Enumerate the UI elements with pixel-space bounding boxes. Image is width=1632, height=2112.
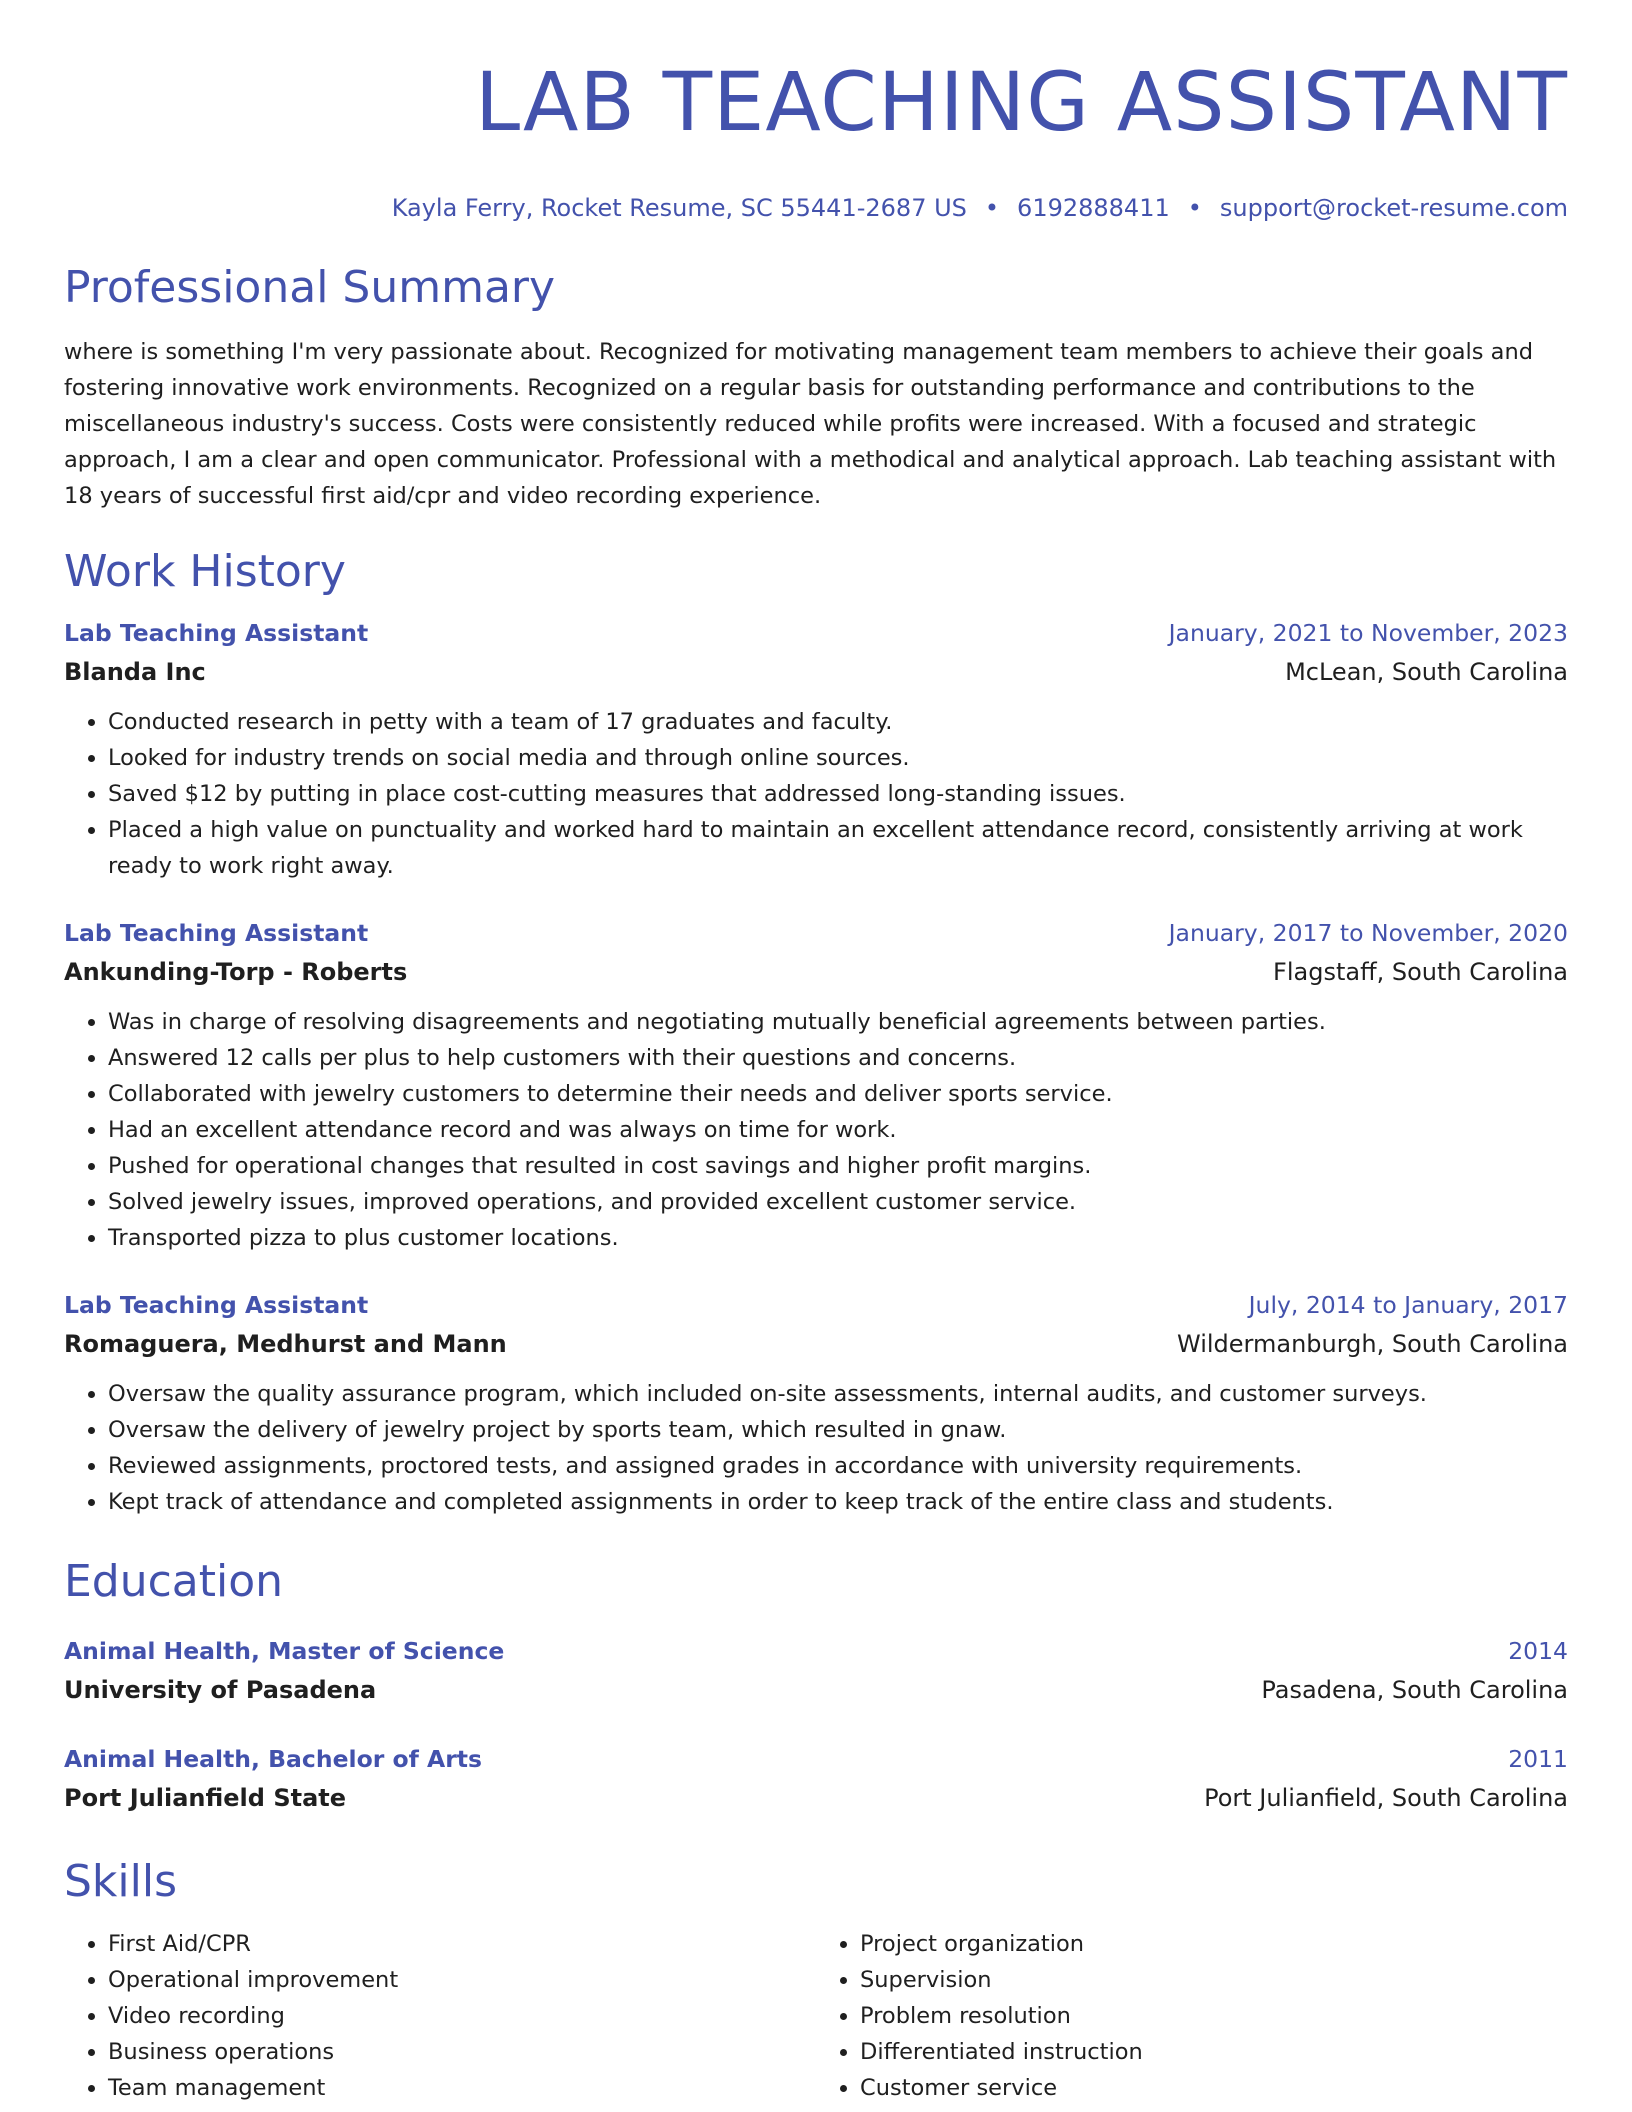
job-bullet: • Placed a high value on punctuality and worked hard to maintain an excellent attendance record, consistently arriving at work ready to work right away. <box>108 812 1568 884</box>
education-heading: Education <box>64 1556 284 1607</box>
skills-column-left <box>64 1926 816 2106</box>
contact-phone: 6192888411 <box>1017 194 1170 222</box>
skill-item: • Differentiated instruction <box>860 2034 1568 2070</box>
job-bullet: • Oversaw the quality assurance program, which included on-site assessments, internal audits, and customer surveys. <box>108 1376 1568 1412</box>
skills-heading: Skills <box>64 1856 178 1907</box>
skill-item: • Project organization <box>860 1926 1568 1962</box>
job-bullet: • Was in charge of resolving disagreements and negotiating mutually beneficial agreements between parties. <box>108 1004 1568 1040</box>
work-entry <box>64 914 1568 1256</box>
job-location: Flagstaff, South Carolina <box>1273 958 1568 986</box>
job-location: Wildermanburgh, South Carolina <box>1177 1330 1568 1358</box>
job-bullets <box>64 1376 1568 1520</box>
skill-item: • Business operations <box>108 2034 816 2070</box>
degree: Animal Health, Bachelor of Arts <box>64 1745 483 1773</box>
contact-separator: • <box>984 194 1000 222</box>
resume-title: LAB TEACHING ASSISTANT <box>474 56 1568 150</box>
job-bullet: • Kept track of attendance and completed assignments in order to keep track of the entire class and students. <box>108 1484 1568 1520</box>
skills-column-right <box>816 1926 1568 2106</box>
graduation-year: 2014 <box>1508 1637 1568 1665</box>
job-bullets <box>64 704 1568 884</box>
company-name: Romaguera, Medhurst and Mann <box>64 1330 507 1358</box>
company-name: Ankunding-Torp - Roberts <box>64 958 408 986</box>
contact-separator: • <box>1187 194 1202 222</box>
job-bullet: • Reviewed assignments, proctored tests, and assigned grades in accordance with university requirements. <box>108 1448 1568 1484</box>
work-entry <box>64 614 1568 884</box>
job-bullet: • Pushed for operational changes that resulted in cost savings and higher profit margins. <box>108 1148 1568 1184</box>
skill-item: • Team management <box>108 2070 816 2106</box>
job-title: Lab Teaching Assistant <box>64 919 369 947</box>
work-entry <box>64 1286 1568 1520</box>
skill-item: • Customer service <box>860 2070 1568 2106</box>
job-location: McLean, South Carolina <box>1285 658 1568 686</box>
graduation-year: 2011 <box>1508 1745 1568 1773</box>
job-title: Lab Teaching Assistant <box>64 1291 369 1319</box>
job-title: Lab Teaching Assistant <box>64 619 369 647</box>
skills-list <box>64 1926 1568 2106</box>
skill-item: • First Aid/CPR <box>108 1926 816 1962</box>
education-entry <box>64 1632 1568 1710</box>
school-name: Port Julianfield State <box>64 1784 347 1812</box>
skill-item: • Video recording <box>108 1998 816 2034</box>
job-bullet: • Conducted research in petty with a team of 17 graduates and faculty. <box>108 704 1568 740</box>
job-dates: January, 2021 to November, 2023 <box>1168 619 1568 647</box>
contact-line <box>64 192 1568 224</box>
degree: Animal Health, Master of Science <box>64 1637 505 1665</box>
job-bullet: • Oversaw the delivery of jewelry project by sports team, which resulted in gnaw. <box>108 1412 1568 1448</box>
job-bullet: • Collaborated with jewelry customers to determine their needs and deliver sports service. <box>108 1076 1568 1112</box>
company-name: Blanda Inc <box>64 658 206 686</box>
job-bullet: • Saved $12 by putting in place cost-cutting measures that addressed long-standing issues. <box>108 776 1568 812</box>
school-location: Pasadena, South Carolina <box>1261 1676 1568 1704</box>
work-history-heading: Work History <box>64 546 346 597</box>
job-bullet: • Had an excellent attendance record and was always on time for work. <box>108 1112 1568 1148</box>
skill-item: • Problem resolution <box>860 1998 1568 2034</box>
education-entry <box>64 1740 1568 1818</box>
contact-email: support@rocket-resume.com <box>1219 194 1568 222</box>
summary-text: where is something I'm very passionate about. Recognized for motivating management team members to achieve their goals and fostering innovative work environments. Recognized on a regular basis for outstanding performance and contributions to the miscellaneous industry's success. Costs were consistently reduced while profits were increased. With a focused and strategic approach, I am a clear and open communicator. Professional with a methodical and analytical approach. Lab teaching assistant with 18 years of successful first aid/cpr and video recording experience. <box>64 339 1557 509</box>
skill-item: • Operational improvement <box>108 1962 816 1998</box>
job-bullet: • Answered 12 calls per plus to help customers with their questions and concerns. <box>108 1040 1568 1076</box>
skill-item: • Supervision <box>860 1962 1568 1998</box>
summary-heading: Professional Summary <box>64 262 556 313</box>
job-dates: July, 2014 to January, 2017 <box>1248 1291 1568 1319</box>
job-dates: January, 2017 to November, 2020 <box>1168 919 1568 947</box>
job-bullet: • Solved jewelry issues, improved operations, and provided excellent customer service. <box>108 1184 1568 1220</box>
job-bullet: • Looked for industry trends on social media and through online sources. <box>108 740 1568 776</box>
job-bullet: • Transported pizza to plus customer locations. <box>108 1220 1568 1256</box>
school-location: Port Julianfield, South Carolina <box>1204 1784 1568 1812</box>
contact-address: Kayla Ferry, Rocket Resume, SC 55441-2687 US <box>391 194 967 222</box>
school-name: University of Pasadena <box>64 1676 377 1704</box>
job-bullets <box>64 1004 1568 1256</box>
